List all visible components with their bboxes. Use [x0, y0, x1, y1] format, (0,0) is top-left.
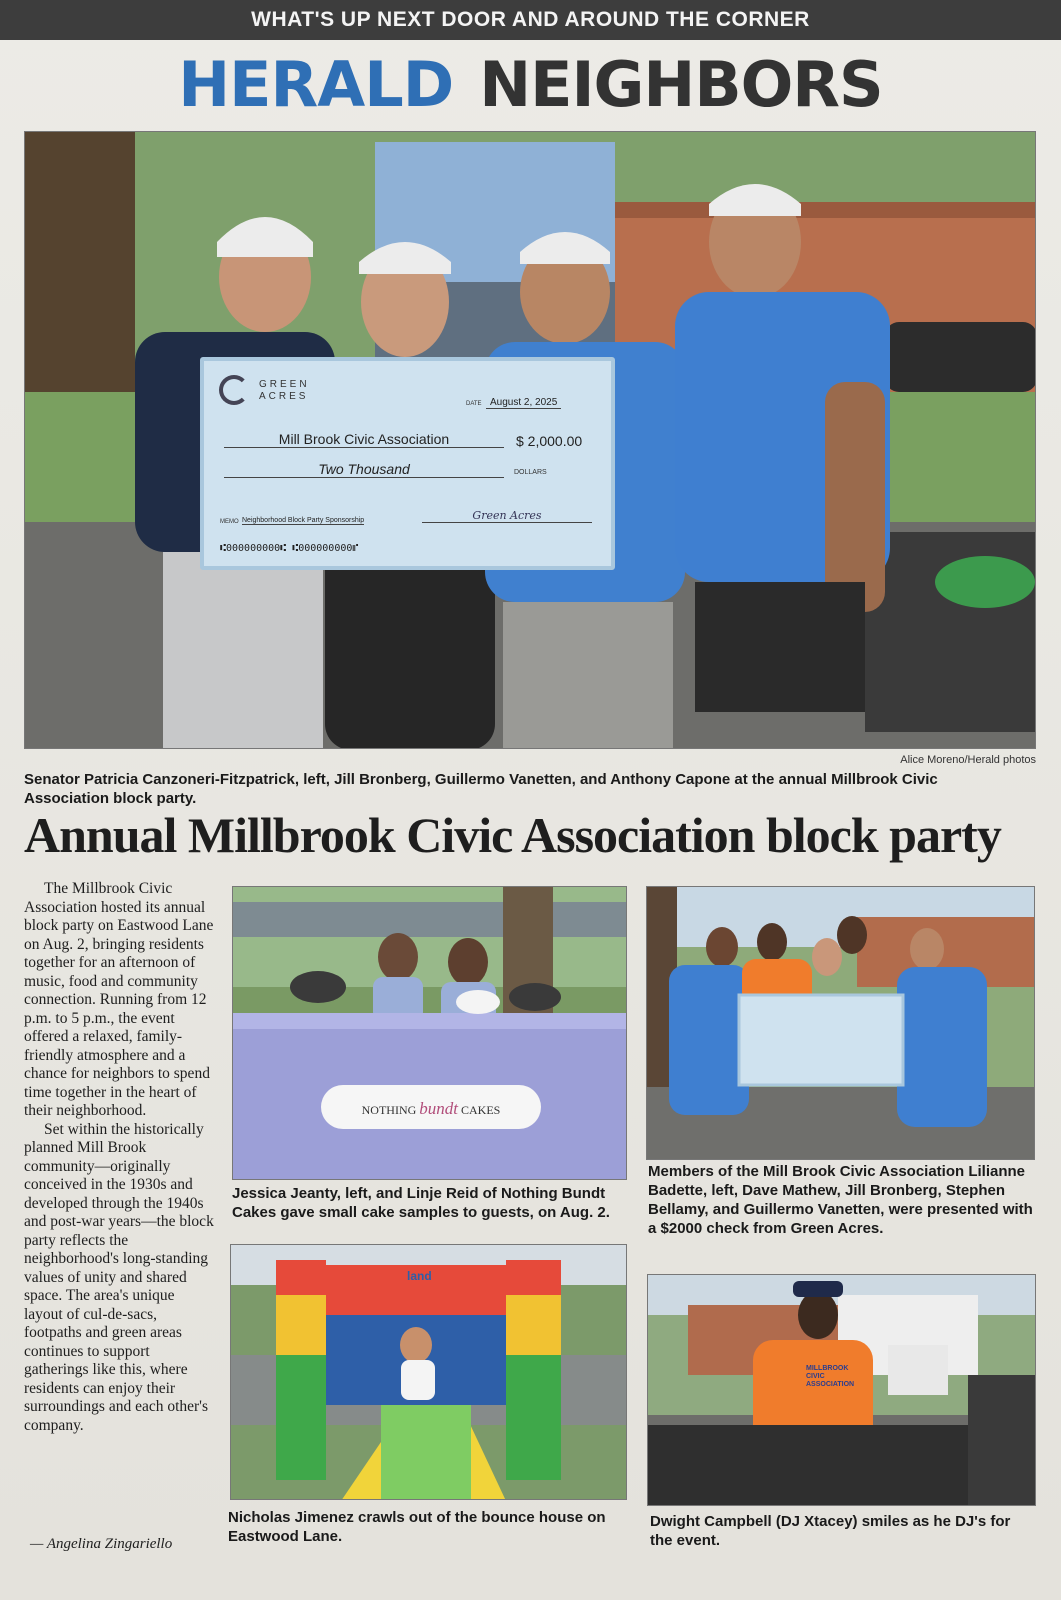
dj-photo-caption: Dwight Campbell (DJ Xtacey) smiles as he DJ's for the event. — [650, 1513, 1011, 1549]
check-signature: Green Acres — [422, 509, 592, 523]
masthead — [0, 44, 1061, 124]
members-photo-scene — [647, 887, 1035, 1160]
main-photo-caption: Senator Patricia Canzoneri-Fitzpatrick, left, Jill Bronberg, Guillermo Vanetten, and Anthony Capone at the annual Millbrook Civic Association block party. — [24, 771, 938, 807]
banner-word-bundt: bundt — [419, 1099, 459, 1118]
bounce-house-scene — [231, 1245, 627, 1500]
dj-photo — [647, 1274, 1036, 1506]
article-paragraph-1: The Millbrook Civic Association hosted its annual block party on Eastwood Lane on Aug. 2, bringing residents together for an afternoon of music, food and community connection. Running from 12 p.m. to 5 p.m., the event offered a relaxed, family-friendly atmosphere and a chance for neighbors to spend time together in the heart of their neighborhood. — [24, 880, 214, 1119]
dj-photo-scene — [648, 1275, 1036, 1506]
banner-text: WHAT'S UP NEXT DOOR AND AROUND THE CORNER — [251, 8, 810, 31]
banner-word-nothing: NOTHING — [361, 1103, 417, 1117]
check-brand-2: ACRES — [259, 391, 309, 402]
nothing-bundt-banner — [329, 1099, 533, 1119]
dj-shirt-text: MILLBROOK CIVIC ASSOCIATION — [806, 1365, 855, 1388]
check-memo: Neighborhood Block Party Sponsorship — [242, 517, 365, 524]
check-logo-icon — [219, 375, 249, 405]
masthead-herald: HERALD — [178, 47, 454, 121]
cake-photo-caption: Jessica Jeanty, left, and Linje Reid of Nothing Bundt Cakes gave small cake samples to guests, on Aug. 2. — [232, 1185, 610, 1221]
article-body — [24, 880, 214, 1435]
article-byline: — Angelina Zingariello — [30, 1536, 173, 1552]
check-amount: $ 2,000.00 — [516, 433, 583, 449]
photo-credit: Alice Moreno/Herald photos — [900, 754, 1036, 766]
check-date-label: DATE — [466, 401, 482, 407]
check-payee: Mill Brook Civic Association — [224, 431, 504, 448]
check-brand-1: GREEN — [259, 379, 310, 390]
banner-word-cakes: CAKES — [461, 1103, 501, 1117]
article-paragraph-2: Set within the historically planned Mill Brook community—originally conceived in the 1930s and developed through the 1940s and post-war years—the block party reflects the neighborhood's long-standing values of unity and shared space. The area's unique layout of cul-de-sacs, footpaths and green areas continues to support gatherings like this, where residents can enjoy their surroundings and each other's company. — [24, 1120, 214, 1434]
check-routing: ⑆000000000⑆ ⑆000000000⑈ — [220, 543, 359, 554]
bounce-house-photo — [230, 1244, 627, 1500]
giant-check — [200, 357, 615, 570]
bounce-house-caption: Nicholas Jimenez crawls out of the bounce house on Eastwood Lane. — [228, 1509, 606, 1545]
cake-photo — [232, 886, 627, 1180]
members-photo — [646, 886, 1035, 1160]
bounce-house-sign: land — [407, 1269, 432, 1283]
masthead-neighbors: NEIGHBORS — [479, 47, 883, 121]
members-photo-caption: Members of the Mill Brook Civic Association Lilianne Badette, left, Dave Mathew, Jill Bronberg, Stephen Bellamy, and Guillermo Vanetten, were presented with a $2000 check from Green Acres. — [648, 1163, 1033, 1237]
article-headline: Annual Millbrook Civic Association block party — [24, 807, 1001, 863]
check-dollars-label: DOLLARS — [514, 469, 547, 476]
section-banner — [0, 0, 1061, 40]
check-amount-words: Two Thousand — [224, 461, 504, 478]
main-photo — [24, 131, 1036, 749]
cake-photo-scene — [233, 887, 627, 1180]
check-date: August 2, 2025 — [486, 397, 561, 409]
check-memo-label: MEMO — [220, 519, 239, 525]
